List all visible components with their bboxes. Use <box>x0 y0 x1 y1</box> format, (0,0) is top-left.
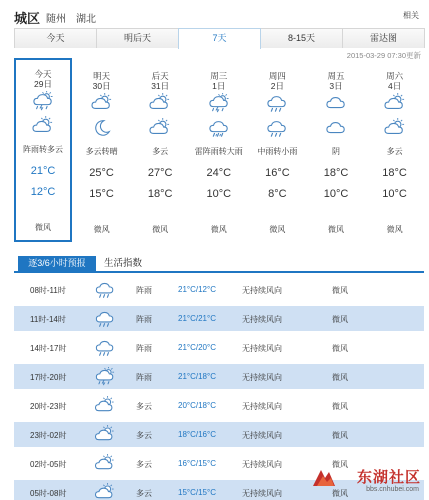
forecast-condition: 中雨转小雨 <box>257 147 298 156</box>
forecast-condition: 雷阵雨转大雨 <box>194 147 243 156</box>
forecast-high-temp: 18°C <box>323 167 349 179</box>
watermark-logo-icon <box>311 466 337 490</box>
partly-cloudy-icon <box>148 93 172 113</box>
hourly-time: 08时-11时 <box>30 286 66 295</box>
hourly-temp: 15°C/15°C <box>178 488 216 497</box>
forecast-high-temp: 18°C <box>382 167 407 179</box>
forecast-condition: 阵雨转多云 <box>23 145 63 154</box>
hourly-tabs <box>14 256 424 273</box>
forecast-high-temp: 16°C <box>265 167 290 179</box>
forecast-weekday: 周四 <box>268 71 286 81</box>
hourly-wind-strength: 微风 <box>332 373 348 382</box>
forecast-low-temp: 10°C <box>382 188 407 200</box>
cloudy-icon <box>94 396 116 415</box>
tab-two-days[interactable]: 明后天 <box>96 28 179 48</box>
forecast-weekday: 周五 <box>327 71 345 81</box>
forecast-wind: 微风 <box>35 223 51 232</box>
hourly-condition: 多云 <box>136 489 152 498</box>
rain-icon <box>94 309 116 328</box>
forecast-high-temp: 25°C <box>89 167 114 179</box>
forecast-wind: 微风 <box>328 225 344 234</box>
forecast-low-temp: 15°C <box>89 188 114 200</box>
thunder-rain-icon <box>207 93 231 113</box>
hourly-time: 11时-14时 <box>30 315 66 324</box>
hourly-wind-direction: 无持续风向 <box>242 286 282 295</box>
thunder-rain-icon <box>94 367 116 386</box>
hourly-time: 02时-05时 <box>30 460 67 469</box>
forecast-wind: 微风 <box>269 225 286 234</box>
cloud-icon <box>324 118 348 138</box>
hourly-wind-direction: 无持续风向 <box>242 344 282 353</box>
forecast-date: 4日 <box>387 81 402 91</box>
watermark-text: 东湖社区 <box>356 468 421 486</box>
hourly-wind-strength: 微风 <box>332 460 348 469</box>
hourly-wind-strength: 微风 <box>332 431 348 440</box>
hourly-time: 23时-02时 <box>30 431 67 440</box>
seven-day-forecast <box>14 60 424 250</box>
rain-icon <box>265 93 289 113</box>
hourly-temp: 20°C/18°C <box>178 401 216 410</box>
rain-icon <box>265 118 289 138</box>
cloudy-icon <box>94 483 116 500</box>
hourly-condition: 阵雨 <box>136 286 152 295</box>
forecast-day[interactable] <box>131 60 189 240</box>
forecast-high-temp: 24°C <box>206 167 232 179</box>
hourly-wind-strength: 微风 <box>332 402 348 411</box>
forecast-wind: 微风 <box>152 225 169 234</box>
tab-radar[interactable]: 雷达图 <box>342 28 425 48</box>
watermark <box>301 466 421 496</box>
heavy-rain-icon <box>207 118 231 138</box>
watermark-url: bbs.cnhubei.com <box>366 486 419 493</box>
forecast-condition: 阴 <box>332 147 340 156</box>
hourly-row <box>14 335 424 360</box>
tab-today[interactable]: 今天 <box>14 28 97 48</box>
forecast-weekday: 周三 <box>210 71 228 81</box>
forecast-day[interactable] <box>14 58 72 242</box>
hourly-row <box>14 306 424 331</box>
hourly-wind-direction: 无持续风向 <box>242 315 282 324</box>
partly-cloudy-icon <box>90 93 114 113</box>
hourly-temp: 16°C/15°C <box>178 459 216 468</box>
hourly-time: 17时-20时 <box>30 373 67 382</box>
cloudy-icon <box>31 116 55 136</box>
hourly-wind-direction: 无持续风向 <box>242 373 282 382</box>
hourly-condition: 多云 <box>136 460 152 469</box>
tab-7days[interactable]: 7天 <box>178 28 261 49</box>
forecast-day[interactable] <box>248 60 306 240</box>
city-title: 城区 <box>14 11 41 26</box>
hourly-condition: 多云 <box>136 402 152 411</box>
hourly-condition: 多云 <box>136 431 152 440</box>
hourly-wind-direction: 无持续风向 <box>242 489 282 498</box>
partly-cloudy-icon <box>383 93 407 113</box>
partly-cloudy-icon <box>148 118 172 138</box>
cloudy-icon <box>94 425 116 444</box>
city-link-suizhou[interactable]: 随州 <box>46 14 66 25</box>
related-link[interactable]: 相关 <box>403 11 419 20</box>
forecast-condition: 多云 <box>152 147 169 156</box>
forecast-weekday: 明天 <box>93 71 111 81</box>
hourly-temp: 18°C/16°C <box>178 430 216 439</box>
forecast-high-temp: 21°C <box>30 165 56 177</box>
tab-hourly-forecast[interactable]: 逐3/6小时预报 <box>18 256 96 271</box>
forecast-condition: 多云 <box>386 147 403 156</box>
forecast-low-temp: 8°C <box>268 188 287 200</box>
forecast-weekday: 后天 <box>151 71 169 81</box>
hourly-temp: 21°C/21°C <box>178 314 216 323</box>
hourly-condition: 阵雨 <box>136 315 152 324</box>
forecast-date: 3日 <box>329 81 343 91</box>
hourly-temp: 21°C/12°C <box>178 285 216 294</box>
forecast-date: 30日 <box>92 81 111 91</box>
hourly-temp: 21°C/18°C <box>178 372 216 381</box>
forecast-date: 2日 <box>270 81 284 91</box>
hourly-wind-direction: 无持续风向 <box>242 460 282 469</box>
rain-icon <box>94 338 116 357</box>
hourly-wind-direction: 无持续风向 <box>242 402 282 411</box>
forecast-tabs <box>14 28 424 48</box>
forecast-day[interactable] <box>307 60 365 240</box>
forecast-weekday: 周六 <box>386 71 404 81</box>
header <box>0 0 429 28</box>
forecast-wind: 微风 <box>210 225 227 234</box>
forecast-low-temp: 18°C <box>147 188 173 200</box>
forecast-condition: 多云转晴 <box>85 147 118 156</box>
update-time: 2015-03-29 07:30更新 <box>346 51 421 60</box>
moon-icon <box>90 118 114 138</box>
hourly-wind-strength: 微风 <box>332 286 348 295</box>
hourly-wind-strength: 微风 <box>332 344 348 353</box>
tab-8-15days[interactable]: 8-15天 <box>260 28 343 48</box>
hourly-row <box>14 277 424 302</box>
cloudy-icon <box>94 454 116 473</box>
forecast-date: 29日 <box>34 79 52 89</box>
partly-cloudy-icon <box>383 118 407 138</box>
forecast-weekday: 今天 <box>34 69 52 79</box>
hourly-row <box>14 393 424 418</box>
hourly-row <box>14 364 424 389</box>
forecast-day[interactable] <box>366 60 424 240</box>
thunder-rain-icon <box>31 91 55 111</box>
tab-life-index[interactable]: 生活指数 <box>104 258 143 269</box>
hourly-temp: 21°C/20°C <box>178 343 216 352</box>
hourly-condition: 阵雨 <box>136 344 152 353</box>
hourly-time: 14时-17时 <box>30 344 67 353</box>
rain-icon <box>94 280 116 299</box>
forecast-wind: 微风 <box>386 225 403 234</box>
forecast-day[interactable] <box>73 60 131 240</box>
forecast-date: 1日 <box>212 81 226 91</box>
hourly-wind-strength: 微风 <box>332 315 348 324</box>
hourly-row <box>14 422 424 447</box>
hourly-wind-direction: 无持续风向 <box>242 431 282 440</box>
hourly-wind-strength: 微风 <box>332 489 348 498</box>
hourly-condition: 阵雨 <box>136 373 152 382</box>
forecast-date: 31日 <box>151 81 170 91</box>
forecast-low-temp: 10°C <box>206 188 232 200</box>
cloud-icon <box>324 93 348 113</box>
hourly-time: 20时-23时 <box>30 402 67 411</box>
forecast-day[interactable] <box>190 60 248 240</box>
forecast-wind: 微风 <box>93 225 110 234</box>
forecast-low-temp: 12°C <box>30 186 56 198</box>
hourly-time: 05时-08时 <box>30 489 67 498</box>
city-link-hubei[interactable]: 湖北 <box>76 14 96 25</box>
forecast-high-temp: 27°C <box>147 167 173 179</box>
forecast-low-temp: 10°C <box>323 188 349 200</box>
